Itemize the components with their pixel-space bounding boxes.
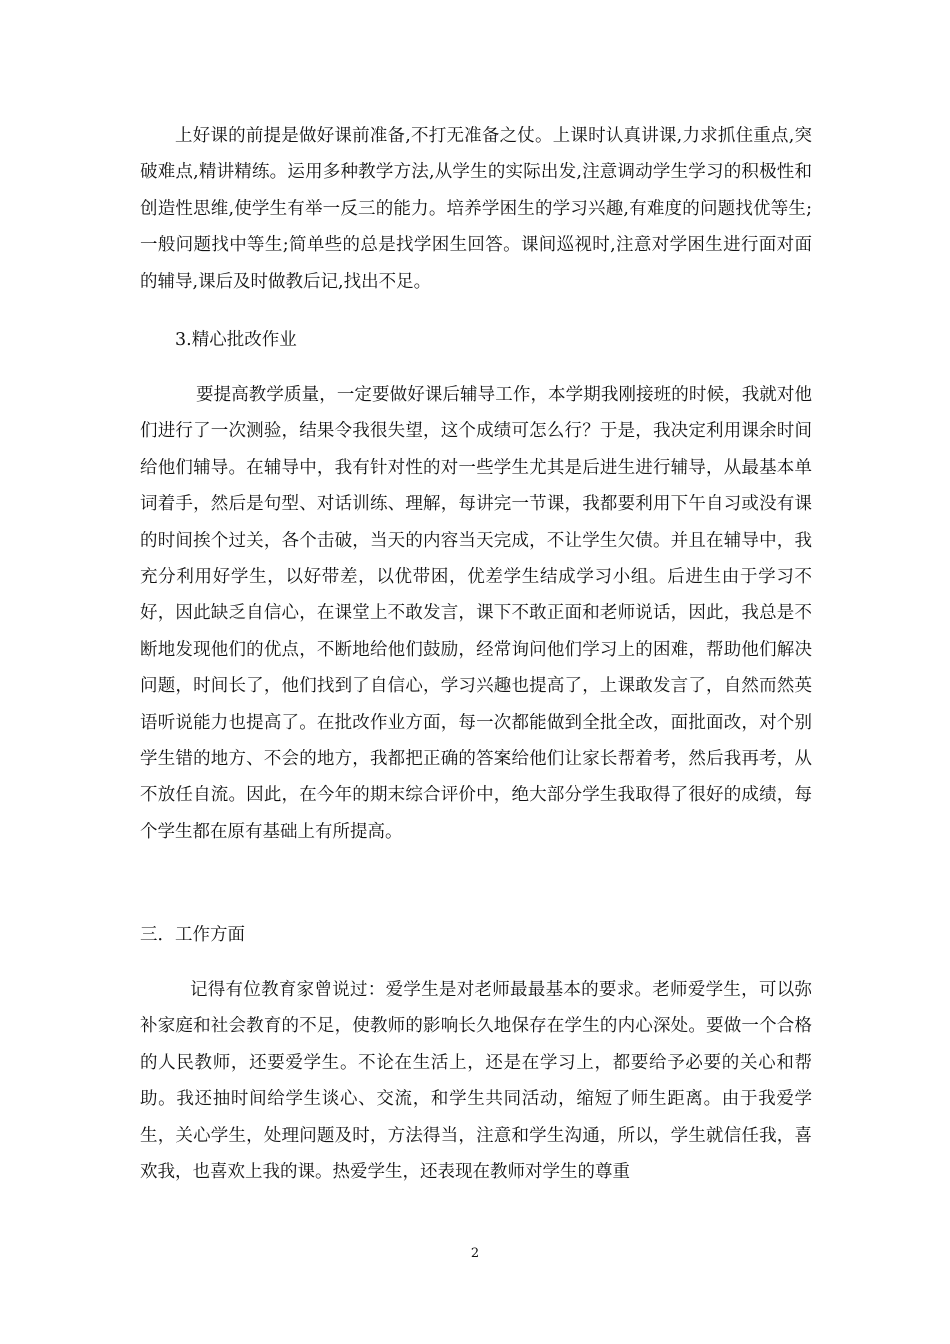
section-heading-homework-correction: 3.精心批改作业 [175,330,297,350]
section-heading-work-aspect: 三．工作方面 [140,925,245,945]
paragraph-love-students: 记得有位教育家曾说过：爱学生是对老师最最基本的要求。老师爱学生，可以弥补家庭和社会教育的不足，使教师的影响长久地保存在学生的内心深处。要做一个合格的人民教师，还要爱学生。不论在生活上，还是在学习上，都要给予必要的关心和帮助。我还抽时间给学生谈心、交流，和学生共同活动，缩短了师生距离。由于我爱学生，关心学生，处理问题及时，方法得当，注意和学生沟通，所以，学生就信任我，喜欢我，也喜欢上我的课。热爱学生，还表现在教师对学生的尊重 [140,980,812,1183]
paragraph-after-class-tutoring: 要提高教学质量，一定要做好课后辅导工作，本学期我刚接班的时候，我就对他们进行了一次测验，结果令我很失望，这个成绩可怎么行？于是，我决定利用课余时间给他们辅导。在辅导中，我有针对性的对一些学生尤其是后进生进行辅导，从最基本单词着手，然后是句型、对话训练、理解，每讲完一节课，我都要利用下午自习或没有课的时间挨个过关，各个击破，当天的内容当天完成，不让学生欠债。并且在辅导中，我充分利用好学生，以好带差，以优带困，优差学生结成学习小组。后进生由于学习不好，因此缺乏自信心，在课堂上不敢发言，课下不敢正面和老师说话，因此，我总是不断地发现他们的优点，不断地给他们鼓励，经常询问他们学习上的困难，帮助他们解决问题，时间长了，他们找到了自信心，学习兴趣也提高了，上课敢发言了，自然而然英语听说能力也提高了。在批改作业方面，每一次都能做到全批全改，面批面改，对个别学生错的地方、不会的地方，我都把正确的答案给他们让家长帮着考，然后我再考，从不放任自流。因此，在今年的期末综合评价中，绝大部分学生我取得了很好的成绩，每个学生都在原有基础上有所提高。 [140,385,812,842]
paragraph-lesson-preparation: 上好课的前提是做好课前准备,不打无准备之仗。上课时认真讲课,力求抓住重点,突破难点,精讲精练。运用多种教学方法,从学生的实际出发,注意调动学生学习的积极性和创造性思维,使学生有举一反三的能力。培养学困生的学习兴趣,有难度的问题找优等生;一般问题找中等生;简单些的总是找学困生回答。课间巡视时,注意对学困生进行面对面的辅导,课后及时做教后记,找出不足。 [140,126,812,292]
page-number: 2 [470,1246,480,1261]
